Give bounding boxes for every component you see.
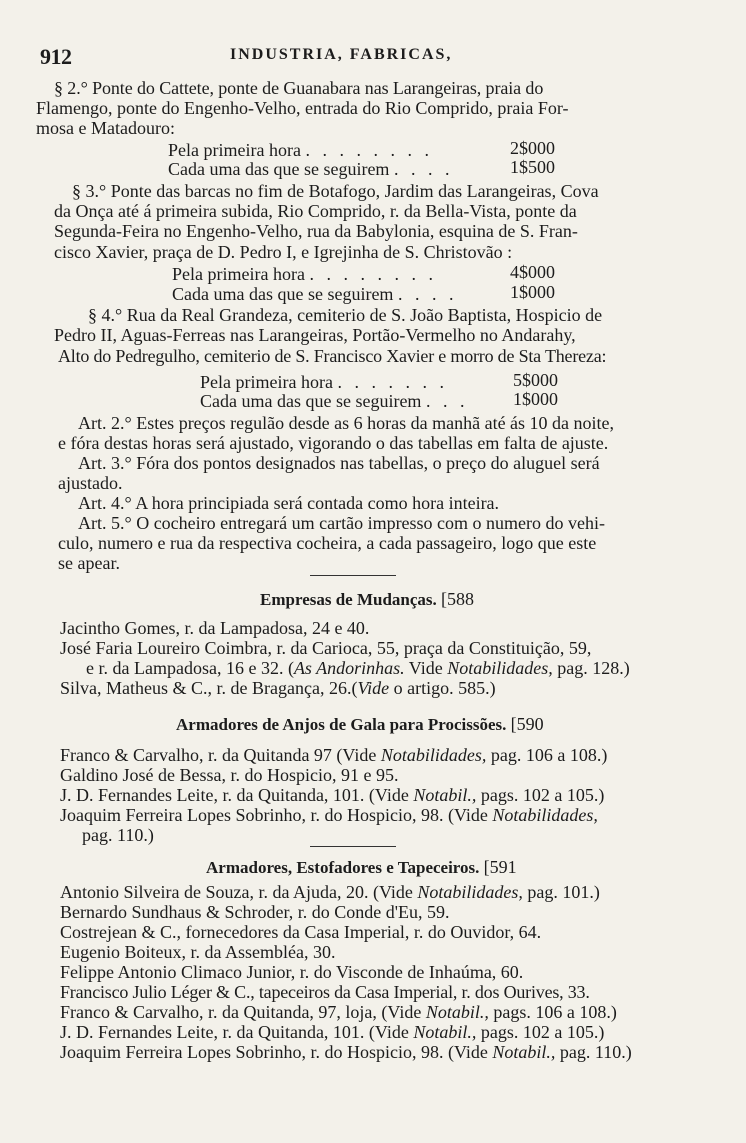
listing-entry — [60, 1002, 617, 1022]
article-line: culo, numero e rua da respectiva cocheira, a cada passageiro, logo que este — [58, 533, 597, 553]
text-segment: J. D. Fernandes Leite, r. da Quitanda, 101. (Vide — [60, 785, 414, 805]
leader-dots: . . . . . . . . — [305, 140, 433, 160]
section-title: Empresas de Mudanças. — [260, 590, 437, 609]
price-label: Cada uma das que se seguirem — [172, 284, 394, 304]
text-segment: o artigo. 585.) — [389, 678, 496, 698]
section3-line: da Onça até á primeira subida, Rio Comprido, r. da Bella-Vista, ponte da — [54, 201, 577, 221]
text-segment-italic: Notabil., — [413, 1022, 477, 1042]
section-title: Armadores, Estofadores e Tapeceiros. — [206, 858, 480, 877]
text-segment: Antonio Silveira de Souza, r. da Ajuda, 20. (Vide — [60, 882, 418, 902]
listing-entry — [60, 805, 598, 825]
text-segment: pag. 101.) — [522, 882, 600, 902]
leader-dots: . . . — [425, 391, 469, 411]
text-segment: e r. da Lampadosa, 16 e 32. ( — [86, 658, 294, 678]
price-row — [200, 391, 468, 411]
article-line: Art. 5.° O cocheiro entregará um cartão impresso com o numero do vehi- — [78, 513, 606, 533]
leader-dots: . . . . — [397, 284, 458, 304]
text-segment-italic: Vide — [357, 678, 390, 698]
section-heading — [260, 589, 474, 610]
text-segment-italic: Notabilidades, — [380, 745, 487, 765]
price-value: 4$000 — [510, 262, 555, 282]
price-label: Cada uma das que se seguirem — [168, 159, 390, 179]
article-line: e fóra destas horas será ajustado, vigorando o das tabellas em falta de ajuste. — [58, 433, 609, 453]
price-value: 2$000 — [510, 138, 555, 158]
price-value: 1$000 — [513, 389, 558, 409]
text-segment: pag. 110.) — [555, 1042, 632, 1062]
listing-entry — [60, 678, 496, 698]
price-row — [172, 284, 457, 304]
running-head: INDUSTRIA, FABRICAS, — [230, 46, 453, 63]
section4-line: Alto do Pedregulho, cemiterio de S. Francisco Xavier e morro de Sta Thereza: — [58, 346, 607, 366]
price-row — [200, 372, 448, 392]
text-segment-italic: Notabilidades, — [447, 658, 553, 678]
listing-entry — [60, 1022, 604, 1042]
text-segment: Silva, Matheus & C., r. de Bragança, 26.( — [60, 678, 358, 698]
listing-entry: Francisco Julio Léger & C., tapeceiros da Casa Imperial, r. dos Ourives, 33. — [60, 982, 590, 1002]
text-segment: pag. 128.) — [552, 658, 630, 678]
section2-line: Flamengo, ponte do Engenho-Velho, entrada do Rio Comprido, praia For- — [36, 98, 569, 118]
text-segment: pags. 102 a 105.) — [476, 785, 605, 805]
listing-entry: Bernardo Sundhaus & Schroder, r. do Conde d'Eu, 59. — [60, 902, 450, 922]
price-value: 1$500 — [510, 157, 555, 177]
price-label: Pela primeira hora — [200, 372, 333, 392]
section-title: Armadores de Anjos de Gala para Procissões. — [176, 715, 507, 734]
section-number: [588 — [441, 589, 475, 609]
listing-entry — [60, 785, 604, 805]
text-segment: Joaquim Ferreira Lopes Sobrinho, r. do Hospicio, 98. (Vide — [60, 1042, 493, 1062]
section-number: [590 — [510, 714, 544, 734]
price-label: Pela primeira hora — [172, 264, 305, 284]
section2-line: § 2.° Ponte do Cattete, ponte de Guanabara nas Larangeiras, praia do — [54, 78, 544, 98]
text-segment: Joaquim Ferreira Lopes Sobrinho, r. do Hospicio, 98. (Vide — [60, 805, 493, 825]
listing-continuation: pag. 110.) — [82, 825, 154, 845]
listing-entry: Galdino José de Bessa, r. do Hospicio, 91 e 95. — [60, 765, 399, 785]
section3-line: § 3.° Ponte das barcas no fim de Botafogo, Jardim das Larangeiras, Cova — [72, 181, 599, 201]
listing-entry: Eugenio Boiteux, r. da Assembléa, 30. — [60, 942, 336, 962]
listing-entry — [60, 1042, 632, 1062]
section3-line: cisco Xavier, praça de D. Pedro I, e Igrejinha de S. Christovão : — [54, 242, 513, 262]
price-row — [168, 140, 433, 160]
leader-dots: . . . . . . . . — [309, 264, 437, 284]
article-line: Art. 4.° A hora principiada será contada como hora inteira. — [78, 493, 500, 513]
section2-line: mosa e Matadouro: — [36, 118, 175, 138]
page-header — [40, 44, 700, 68]
section-divider — [310, 575, 396, 576]
leader-dots: . . . . — [393, 159, 454, 179]
section4-line: § 4.° Rua da Real Grandeza, cemiterio de S. João Baptista, Hospicio de — [88, 305, 603, 325]
article-line: se apear. — [58, 553, 120, 573]
text-segment: J. D. Fernandes Leite, r. da Quitanda, 101. (Vide — [60, 1022, 414, 1042]
section-heading — [176, 714, 544, 735]
article-line: Art. 3.° Fóra dos pontos designados nas tabellas, o preço do aluguel será — [78, 453, 600, 473]
section4-line: Pedro II, Aguas-Ferreas nas Larangeiras, Portão-Vermelho no Andarahy, — [54, 325, 576, 345]
text-segment: pags. 106 a 108.) — [488, 1002, 617, 1022]
price-label: Cada uma das que se seguirem — [200, 391, 422, 411]
price-value: 5$000 — [513, 370, 558, 390]
text-segment: Franco & Carvalho, r. da Quitanda 97 (Vide — [60, 745, 381, 765]
text-segment-italic: As Andorinhas. — [293, 658, 405, 678]
section3-line: Segunda-Feira no Engenho-Velho, rua da Babylonia, esquina de S. Fran- — [54, 221, 578, 241]
listing-entry: José Faria Loureiro Coimbra, r. da Carioca, 55, praça da Constituição, 59, — [60, 638, 592, 658]
listing-entry — [60, 745, 607, 765]
article-line: ajustado. — [58, 473, 123, 493]
price-value: 1$000 — [510, 282, 555, 302]
price-row — [172, 264, 437, 284]
price-label: Pela primeira hora — [168, 140, 301, 160]
text-segment: Franco & Carvalho, r. da Quitanda, 97, loja, (Vide — [60, 1002, 426, 1022]
leader-dots: . . . . . . . — [337, 372, 448, 392]
section-divider — [310, 846, 396, 847]
price-row — [168, 159, 453, 179]
listing-continuation — [86, 658, 630, 678]
text-segment-italic: Notabil., — [413, 785, 477, 805]
text-segment-italic: Notabil., — [425, 1002, 489, 1022]
text-segment-italic: Notabilidades, — [417, 882, 523, 902]
text-segment: pag. 106 a 108.) — [486, 745, 608, 765]
listing-entry: Felippe Antonio Climaco Junior, r. do Visconde de Inhaúma, 60. — [60, 962, 524, 982]
article-line: Art. 2.° Estes preços regulão desde as 6 horas da manhã até ás 10 da noite, — [78, 413, 615, 433]
section-number: [591 — [483, 857, 517, 877]
listing-entry: Jacintho Gomes, r. da Lampadosa, 24 e 40. — [60, 618, 370, 638]
listing-entry: Costrejean & C., fornecedores da Casa Imperial, r. do Ouvidor, 64. — [60, 922, 542, 942]
text-segment-italic: Notabilidades, — [492, 805, 598, 825]
section-heading — [206, 857, 517, 878]
text-segment: Vide — [404, 658, 448, 678]
text-segment-italic: Notabil., — [492, 1042, 556, 1062]
listing-entry — [60, 882, 600, 902]
page-number: 912 — [40, 44, 72, 69]
text-segment: pags. 102 a 105.) — [476, 1022, 605, 1042]
